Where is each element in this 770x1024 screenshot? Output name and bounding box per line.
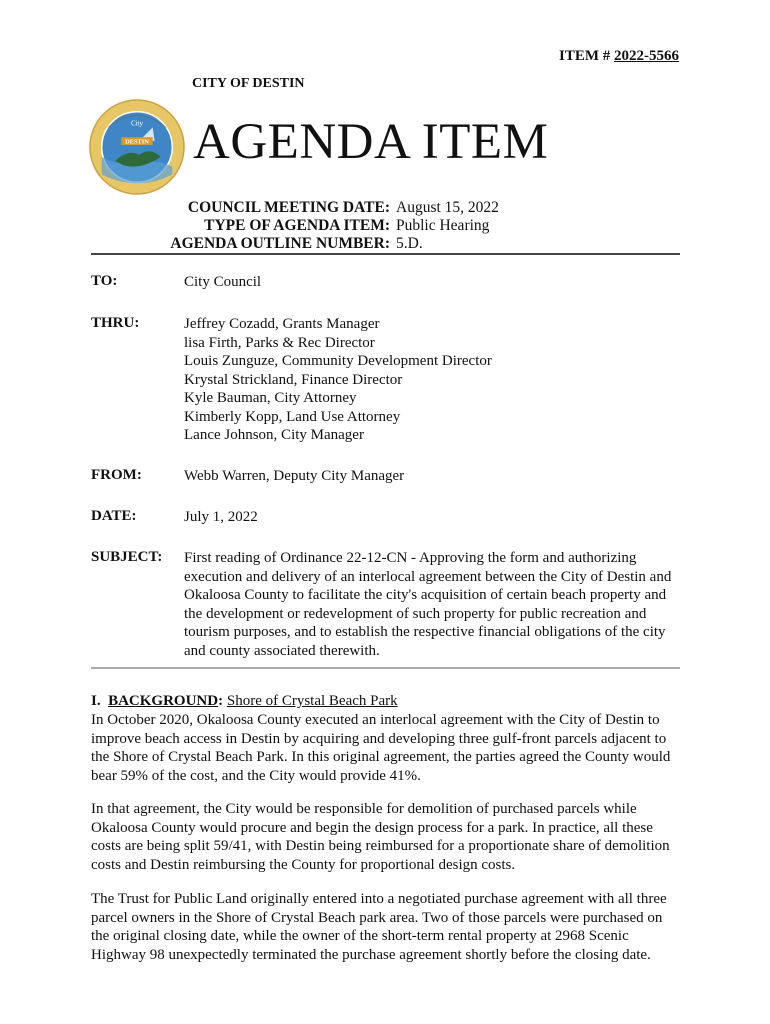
background-paragraph: In that agreement, the City would be responsible for demolition of purchased parcels while Okaloosa County would procure and begin the design process for a park. In practice, all these costs are being split 59/41, with Destin being reimbursed for a proportionate share of demolition costs and Destin reimbursing the County for proportional design costs. xyxy=(91,801,670,873)
section-colon: : xyxy=(218,693,224,709)
agenda-type-value: Public Hearing xyxy=(396,217,490,234)
to-label: TO: xyxy=(91,273,118,289)
thru-item: Lance Johnson, City Manager xyxy=(184,427,364,443)
outline-number-label: AGENDA OUTLINE NUMBER: xyxy=(170,235,390,252)
section-subtitle: Shore of Crystal Beach Park xyxy=(226,693,398,709)
background-paragraph: In October 2020, Okaloosa County executed an interlocal agreement with the City of Destin to improve beach access in Destin by acquiring and developing three gulf-front parcels adjacent to the Shore of Crystal Beach Park. In this original agreement, the parties agreed the County would bear 59% of the cost, and the City would provide 41%. xyxy=(91,712,671,784)
meeting-date-label: COUNCIL MEETING DATE: xyxy=(187,199,390,216)
section-number: I. xyxy=(91,693,101,709)
date-label: DATE: xyxy=(91,508,137,524)
thru-item: Krystal Strickland, Finance Director xyxy=(184,371,403,388)
page-title: AGENDA ITEM xyxy=(193,114,549,170)
subject-value: First reading of Ordinance 22-12-CN - Approving the form and authorizing execution and delivery of an interlocal agreement between the City of Destin and Okaloosa County to facilitate the city's acquisition of certain beach property and the development or redevelopment of such property for public recreation and tourism purposes, and to establish the respective financial obligations of the city and county associated therewith. xyxy=(184,550,672,659)
from-label: FROM: xyxy=(91,467,142,483)
thru-item: Louis Zunguze, Community Development Director xyxy=(184,353,492,369)
agenda-type-label: TYPE OF AGENDA ITEM: xyxy=(204,217,390,234)
thru-item: Kyle Bauman, City Attorney xyxy=(184,390,357,406)
outline-number-value: 5.D. xyxy=(396,235,423,252)
thru-label: THRU: xyxy=(91,315,140,331)
from-value: Webb Warren, Deputy City Manager xyxy=(184,468,405,484)
meeting-date-row xyxy=(100,198,650,217)
city-name: CITY OF DESTIN xyxy=(192,76,305,91)
thru-item: lisa Firth, Parks & Rec Director xyxy=(184,334,375,351)
header-divider xyxy=(91,253,680,255)
agenda-type-row xyxy=(100,216,650,235)
background-paragraph: The Trust for Public Land originally entered into a negotiated purchase agreement with all three parcel owners in the Shore of Crystal Beach park area. Two of those parcels were purchased on the original closing date, while the owner of the short-term rental property at 2968 Scenic Highway 98 unexpectedly terminated the purchase agreement shortly before the closing date. xyxy=(91,891,667,963)
thru-list xyxy=(184,315,684,445)
svg-text:City: City xyxy=(131,120,143,128)
item-number-line xyxy=(559,48,679,65)
item-number: 2022-5566 xyxy=(614,48,679,64)
section-label: BACKGROUND xyxy=(108,693,219,709)
city-seal-logo xyxy=(88,98,186,196)
subject-divider xyxy=(91,667,680,669)
to-value: City Council xyxy=(184,274,262,290)
thru-item: Jeffrey Cozadd, Grants Manager xyxy=(184,316,380,332)
item-prefix: ITEM # xyxy=(558,48,614,64)
outline-number-row xyxy=(100,234,650,253)
svg-text:DESTIN: DESTIN xyxy=(125,138,149,146)
thru-item: Kimberly Kopp, Land Use Attorney xyxy=(184,408,401,425)
meeting-date-value: August 15, 2022 xyxy=(396,199,499,216)
subject-label: SUBJECT: xyxy=(91,549,163,565)
date-value: July 1, 2022 xyxy=(184,509,258,525)
background-heading xyxy=(91,693,398,710)
